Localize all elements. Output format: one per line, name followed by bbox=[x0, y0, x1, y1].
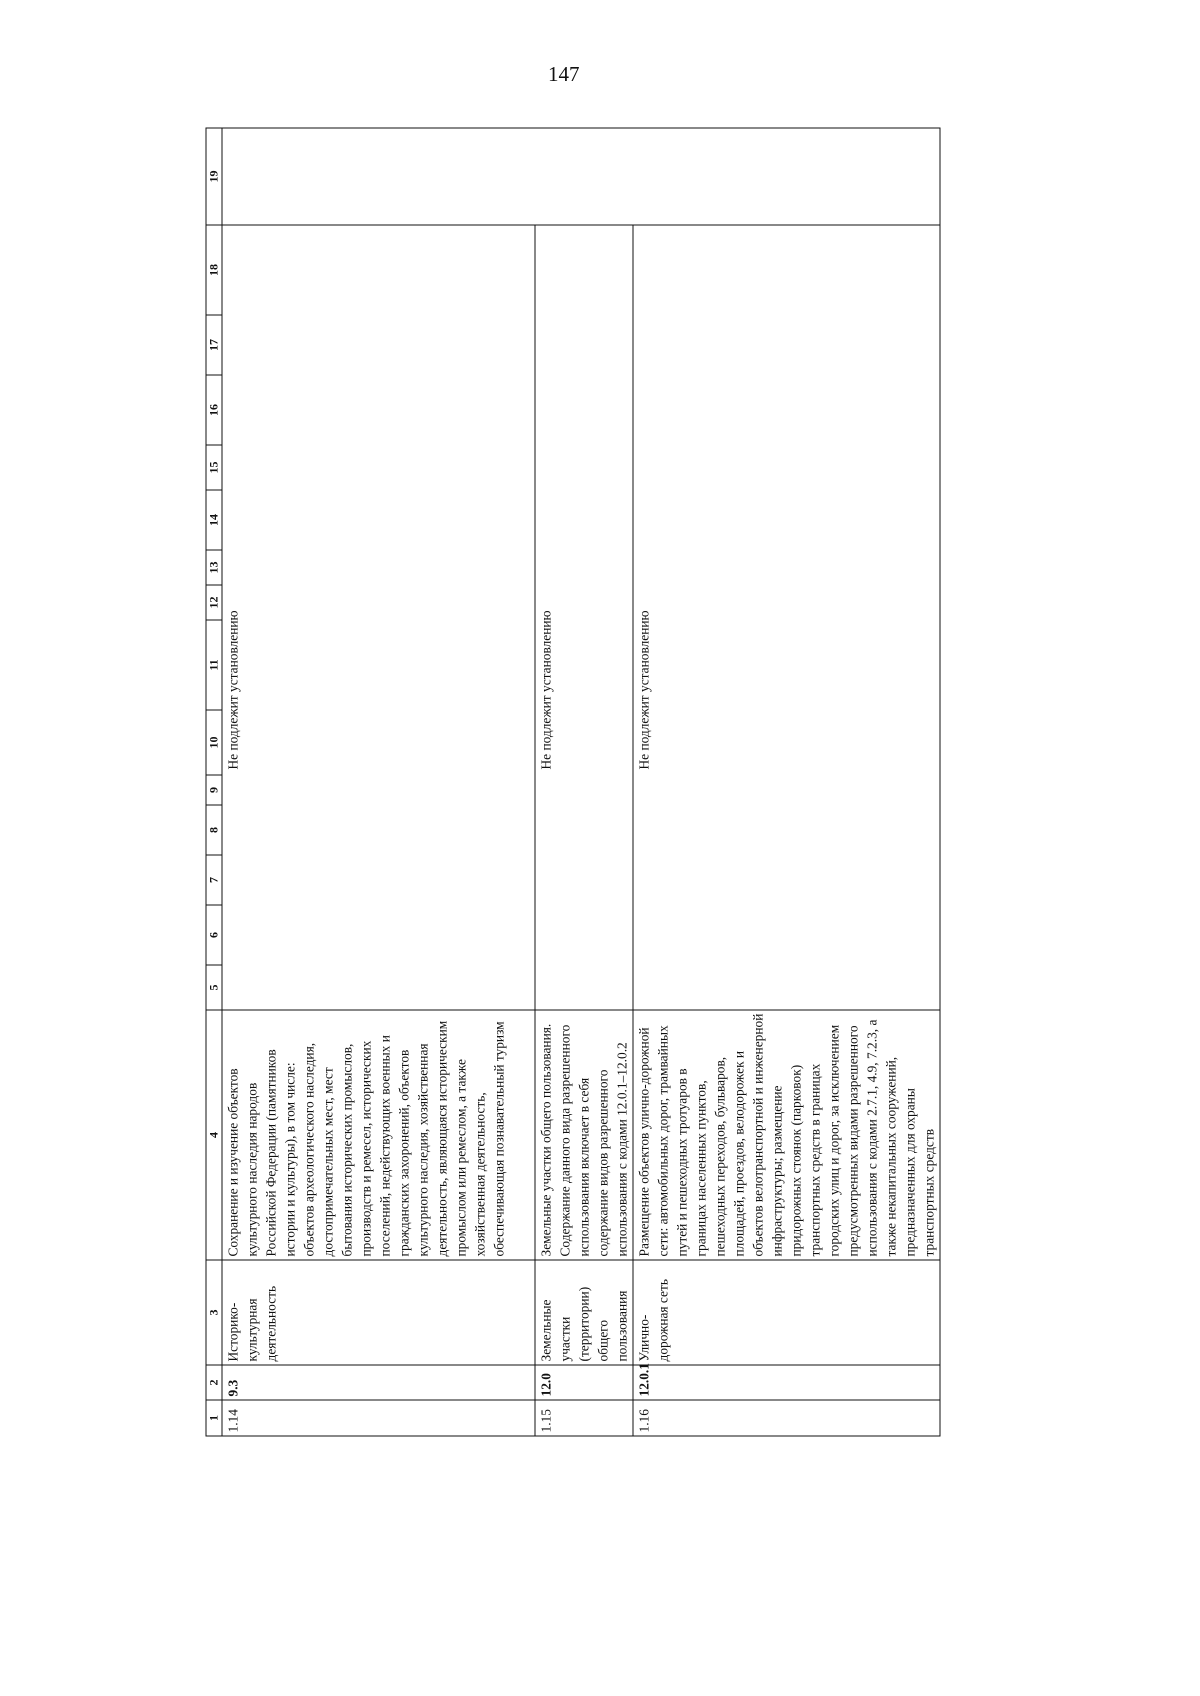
header-cell: 11 bbox=[206, 620, 222, 710]
row-number: 1.16 bbox=[633, 1400, 940, 1436]
row-description: Размещение объектов улично-дорожной сети: автомобильных дорог, трамвайных путей и пешеходных тротуаров в границах населенных пунктов, пешеходных переходов, бульваров, площадей, проездов, велодорожек и объектов велотранспортной и инженерной инфраструктуры; размещение придорожных стоянок (парковок) транспортных средств в границах городских улиц и дорог, за исключением предусмотренных видами разрешенного использования с кодами 2.7.1, 4.9, 7.2.3, а также некапитальных сооружений, предназначенных для охраны транспортных средств bbox=[633, 1010, 940, 1260]
page-number: 147 bbox=[548, 62, 580, 86]
header-cell: 10 bbox=[206, 710, 222, 775]
header-cell: 6 bbox=[206, 905, 222, 965]
header-cell: 18 bbox=[206, 225, 222, 315]
header-cell: 17 bbox=[206, 315, 222, 375]
header-cell: 8 bbox=[206, 805, 222, 855]
row-number: 1.15 bbox=[535, 1400, 633, 1436]
header-row bbox=[206, 128, 222, 1436]
header-cell: 7 bbox=[206, 855, 222, 905]
header-cell: 12 bbox=[206, 585, 222, 620]
row-code: 12.0.1 bbox=[633, 1365, 940, 1400]
header-cell: 1 bbox=[206, 1400, 222, 1436]
table-row bbox=[633, 128, 940, 1436]
row-code: 9.3 bbox=[222, 1365, 535, 1400]
table-row bbox=[222, 128, 535, 1436]
row-params: Не подлежит установлению bbox=[222, 225, 535, 1010]
row-name: Земельные участки (территории) общего пользования bbox=[535, 1260, 633, 1365]
header-cell: 16 bbox=[206, 375, 222, 445]
header-cell: 5 bbox=[206, 965, 222, 1010]
row-code: 12.0 bbox=[535, 1365, 633, 1400]
land-use-table bbox=[206, 128, 941, 1437]
row-description: Земельные участки общего пользования. Содержание данного вида разрешенного использования включает в себя содержание видов разрешенного использования с кодами 12.0.1–12.0.2 bbox=[535, 1010, 633, 1260]
row-number: 1.14 bbox=[222, 1400, 535, 1436]
row-description: Сохранение и изучение объектов культурного наследия народов Российской Федерации (памятников истории и культуры), в том числе: объектов археологического наследия, достопримечательных мест, мест бытования исторических промыслов, производств и ремесел, исторических поселений, недействующих военных и гражданских захоронений, объектов культурного наследия, хозяйственная деятельность, являющаяся историческим промыслом или ремеслом, а также хозяйственная деятельность, обеспечивающая познавательный туризм bbox=[222, 1010, 535, 1260]
column-19-cell bbox=[222, 128, 940, 225]
row-name: Улично-дорожная сеть bbox=[633, 1260, 940, 1365]
table-row bbox=[535, 128, 633, 1436]
rotated-table-wrapper bbox=[206, 129, 937, 1437]
header-cell: 4 bbox=[206, 1010, 222, 1260]
header-cell: 3 bbox=[206, 1260, 222, 1365]
header-cell: 14 bbox=[206, 490, 222, 550]
header-cell: 19 bbox=[206, 128, 222, 225]
row-params: Не подлежит установлению bbox=[633, 225, 940, 1010]
header-cell: 13 bbox=[206, 550, 222, 585]
header-cell: 2 bbox=[206, 1365, 222, 1400]
header-cell: 15 bbox=[206, 445, 222, 490]
row-name: Историко-культурная деятельность bbox=[222, 1260, 535, 1365]
header-cell: 9 bbox=[206, 775, 222, 805]
row-params: Не подлежит установлению bbox=[535, 225, 633, 1010]
